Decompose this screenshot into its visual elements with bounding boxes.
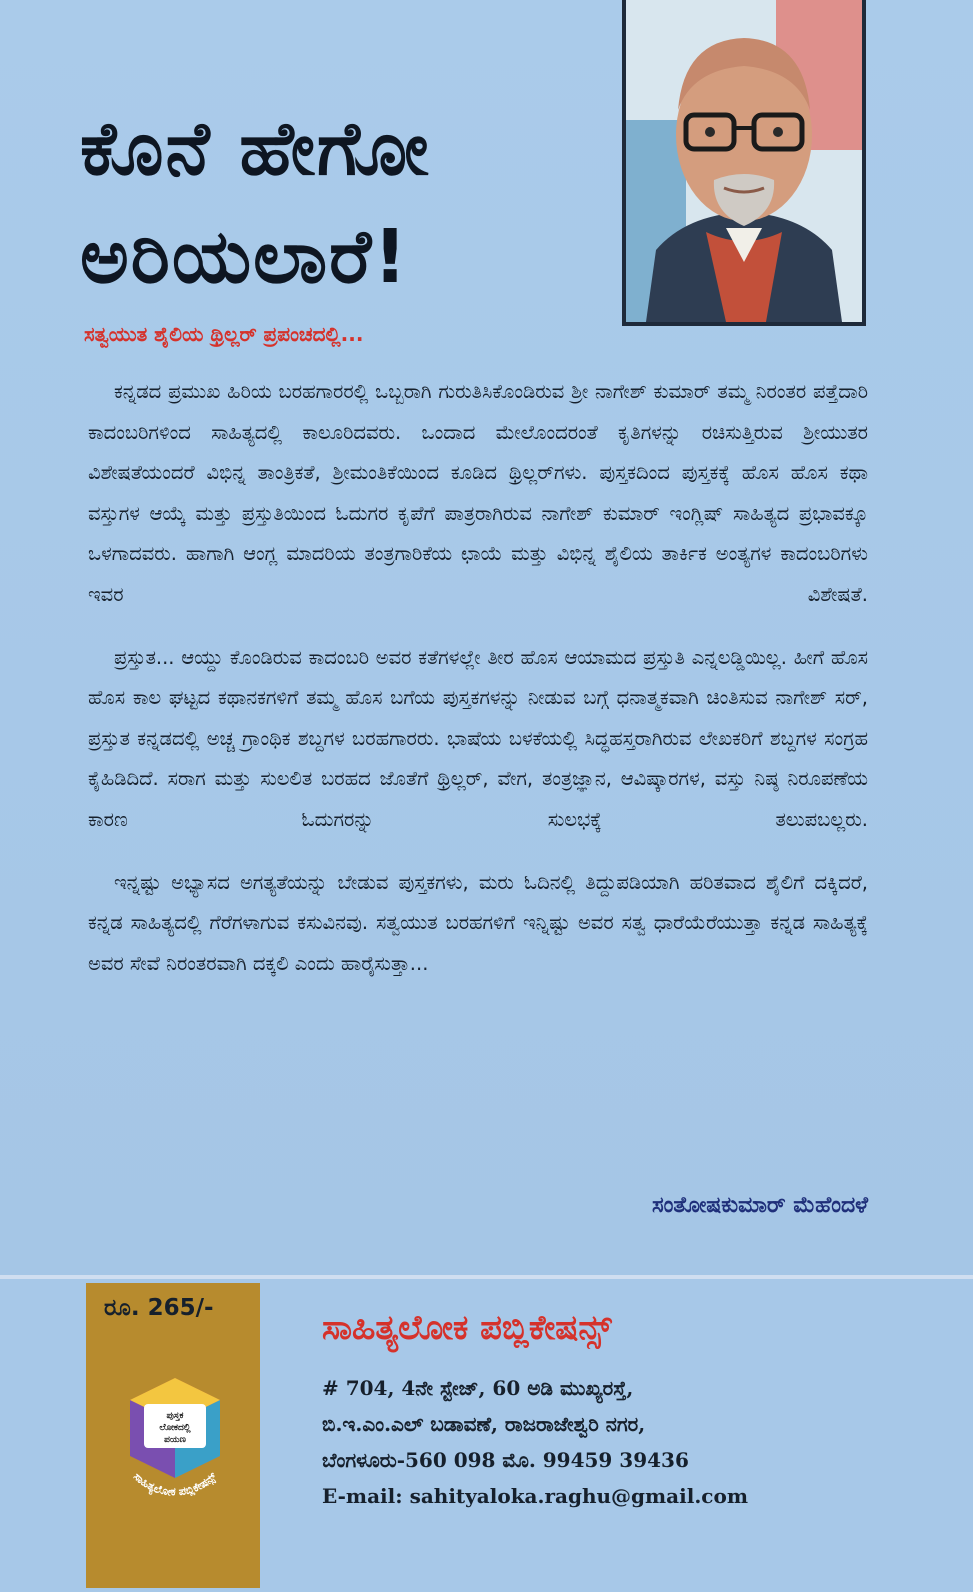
author-photo bbox=[622, 0, 866, 326]
price-label: ರೂ. 265/- bbox=[104, 1295, 214, 1321]
book-title bbox=[80, 95, 600, 311]
author-portrait-illustration bbox=[626, 0, 862, 322]
book-title-line-1: ಕೊನೆ ಹೇಗೋ bbox=[80, 106, 431, 192]
subtitle: ಸತ್ವಯುತ ಶೈಲಿಯ ಥ್ರಿಲ್ಲರ್ ಪ್ರಪಂಚದಲ್ಲಿ... bbox=[84, 322, 364, 346]
logo-text-line-3: ಪಯಣ bbox=[164, 1435, 186, 1445]
blurb-text bbox=[88, 372, 868, 1006]
blurb-paragraph-2: ಪ್ರಸ್ತುತ... ಆಯ್ದು ಕೊಂಡಿರುವ ಕಾದಂಬರಿ ಅವರ ಕತೆಗಳಲ್ಲೇ ತೀರ ಹೊಸ ಆಯಾಮದ ಪ್ರಸ್ತುತಿ ಎನ್ನಲಡ್ಡಿಯಿಲ್ಲ. ಹೀಗೆ ಹೊಸ ಹೊಸ ಕಾಲ ಘಟ್ಟದ ಕಥಾನಕಗಳಿಗೆ ತಮ್ಮ ಹೊಸ ಬಗೆಯ ಪುಸ್ತಕಗಳನ್ನು ನೀಡುವ ಬಗ್ಗೆ ಧನಾತ್ಮಕವಾಗಿ ಚಿಂತಿಸುವ ನಾಗೇಶ್ ಸರ್, ಪ್ರಸ್ತುತ ಕನ್ನಡದಲ್ಲಿ ಅಚ್ಚ ಗ್ರಾಂಥಿಕ ಶಬ್ದಗಳ ಬರಹಗಾರರು. ಭಾಷೆಯ ಬಳಕೆಯಲ್ಲಿ ಸಿದ್ಧಹಸ್ತರಾಗಿರುವ ಲೇಖಕರಿಗೆ ಶಬ್ದಗಳ ಸಂಗ್ರಹ ಕೈಹಿಡಿದಿದೆ. ಸರಾಗ ಮತ್ತು ಸುಲಲಿತ ಬರಹದ ಜೊತೆಗೆ ಥ್ರಿಲ್ಲರ್, ವೇಗ, ತಂತ್ರಜ್ಞಾನ, ಆವಿಷ್ಕಾರಗಳ, ವಸ್ತು ನಿಷ್ಠ ನಿರೂಪಣೆಯ ಕಾರಣ ಓದುಗರನ್ನು ಸುಲಭಕ್ಕೆ ತಲುಪಬಲ್ಲರು. bbox=[88, 645, 868, 831]
address-line-3: ಬೆಂಗಳೂರು-560 098 ಮೊ. 99459 39436 bbox=[322, 1448, 689, 1472]
logo-text-line-1: ಪುಸ್ತಕ bbox=[166, 1411, 184, 1421]
address-line-2: ಬಿ.ಇ.ಎಂ.ಎಲ್ ಬಡಾವಣೆ, ರಾಜರಾಜೇಶ್ವರಿ ನಗರ, bbox=[322, 1412, 646, 1436]
logo-arc-text: ಸಾಹಿತ್ಯಲೋಕ ಪಬ್ಲಿಕೇಷನ್ಸ್ bbox=[130, 1469, 220, 1499]
publisher-address bbox=[322, 1370, 842, 1514]
email-line: E-mail: sahityaloka.raghu@gmail.com bbox=[322, 1484, 748, 1508]
reviewer-signature: ಸಂತೋಷಕುಮಾರ್ ಮೆಹೆಂದಳೆ bbox=[651, 1193, 868, 1218]
publisher-name: ಸಾಹಿತ್ಯಲೋಕ ಪಬ್ಲಿಕೇಷನ್ಸ್ bbox=[322, 1308, 612, 1348]
book-title-line-2: ಅರಿಯಲಾರೆ! bbox=[80, 214, 410, 300]
publisher-logo-icon bbox=[100, 1360, 250, 1520]
logo-text-line-2: ಲೋಕದಲ್ಲಿ bbox=[159, 1423, 191, 1433]
blurb-paragraph-1: ಕನ್ನಡದ ಪ್ರಮುಖ ಹಿರಿಯ ಬರಹಗಾರರಲ್ಲಿ ಒಬ್ಬರಾಗಿ ಗುರುತಿಸಿಕೊಂಡಿರುವ ಶ್ರೀ ನಾಗೇಶ್ ಕುಮಾರ್ ತಮ್ಮ ನಿರಂತರ ಪತ್ತೆದಾರಿ ಕಾದಂಬರಿಗಳಿಂದ ಸಾಹಿತ್ಯದಲ್ಲಿ ಕಾಲೂರಿದವರು. ಒಂದಾದ ಮೇಲೊಂದರಂತೆ ಕೃತಿಗಳನ್ನು ರಚಿಸುತ್ತಿರುವ ಶ್ರೀಯುತರ ವಿಶೇಷತೆಯಂದರೆ ವಿಭಿನ್ನ ತಾಂತ್ರಿಕತೆ, ಶ್ರೀಮಂತಿಕೆಯಿಂದ ಕೂಡಿದ ಥ್ರಿಲ್ಲರ್‌ಗಳು. ಪುಸ್ತಕದಿಂದ ಪುಸ್ತಕಕ್ಕೆ ಹೊಸ ಹೊಸ ಕಥಾ ವಸ್ತುಗಳ ಆಯ್ಕೆ ಮತ್ತು ಪ್ರಸ್ತುತಿಯಿಂದ ಓದುಗರ ಕೃಪೆಗೆ ಪಾತ್ರರಾಗಿರುವ ನಾಗೇಶ್ ಕುಮಾರ್ ಇಂಗ್ಲಿಷ್ ಸಾಹಿತ್ಯದ ಪ್ರಭಾವಕ್ಕೂ ಒಳಗಾದವರು. ಹಾಗಾಗಿ ಆಂಗ್ಲ ಮಾದರಿಯ ತಂತ್ರಗಾರಿಕೆಯ ಛಾಯೆ ಮತ್ತು ವಿಭಿನ್ನ ಶೈಲಿಯ ತಾರ್ಕಿಕ ಅಂತ್ಯಗಳ ಕಾದಂಬರಿಗಳು ಇವರ ವಿಶೇಷತೆ. bbox=[88, 380, 868, 606]
address-line-1: # 704, 4ನೇ ಸ್ಟೇಜ್, 60 ಅಡಿ ಮುಖ್ಯರಸ್ತೆ, bbox=[322, 1376, 634, 1400]
blurb-paragraph-3: ಇನ್ನಷ್ಟು ಅಭ್ಯಾಸದ ಅಗತ್ಯತೆಯನ್ನು ಬೇಡುವ ಪುಸ್ತಕಗಳು, ಮರು ಓದಿನಲ್ಲಿ ತಿದ್ದುಪಡಿಯಾಗಿ ಹರಿತವಾದ ಶೈಲಿಗೆ ದಕ್ಕಿದರೆ, ಕನ್ನಡ ಸಾಹಿತ್ಯದಲ್ಲಿ ಗೆರೆಗಳಾಗುವ ಕಸುವಿನವು. ಸತ್ವಯುತ ಬರಹಗಳಿಗೆ ಇನ್ನಿಷ್ಟು ಅವರ ಸತ್ವ ಧಾರೆಯೆರೆಯುತ್ತಾ ಕನ್ನಡ ಸಾಹಿತ್ಯಕ್ಕೆ ಅವರ ಸೇವೆ ನಿರಂತರವಾಗಿ ದಕ್ಕಲಿ ಎಂದು ಹಾರೈಸುತ್ತಾ... bbox=[88, 870, 868, 975]
